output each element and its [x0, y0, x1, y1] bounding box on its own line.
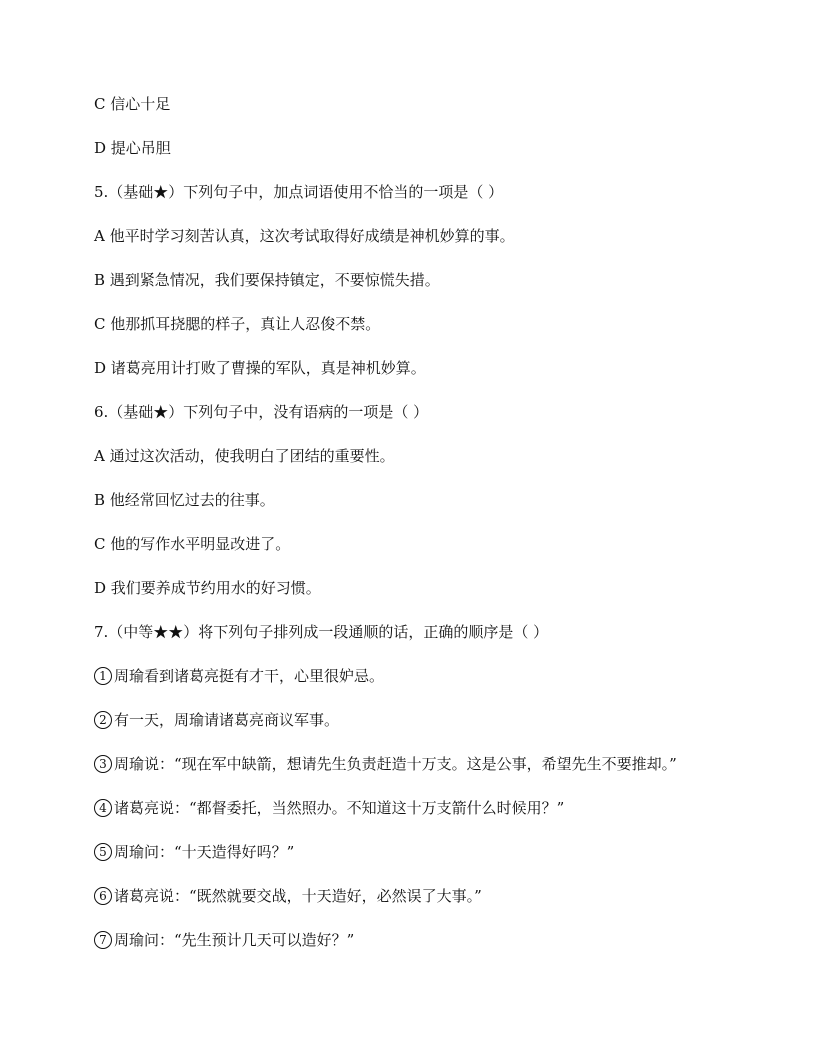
question-6: 6.（基础★）下列句子中，没有语病的一项是（ ）	[94, 403, 429, 421]
option-b-q6: B 他经常回忆过去的往事。	[94, 491, 275, 509]
option-a-q5: A 他平时学习刻苦认真，这次考试取得好成绩是神机妙算的事。	[94, 227, 515, 245]
circled-number: 3	[94, 755, 112, 773]
option-d-q5: D 诸葛亮用计打败了曹操的军队，真是神机妙算。	[94, 359, 426, 377]
sentence-text: 诸葛亮说：“都督委托，当然照办。不知道这十万支箭什么时候用？”	[114, 799, 565, 817]
circled-number: 1	[94, 667, 112, 685]
sentence-3	[94, 753, 756, 775]
sentence-1	[94, 665, 756, 687]
question-5: 5.（基础★）下列句子中，加点词语使用不恰当的一项是（ ）	[94, 183, 504, 201]
option-d-q6: D 我们要养成节约用水的好习惯。	[94, 579, 321, 597]
sentence-5	[94, 841, 756, 863]
circled-number: 6	[94, 887, 112, 905]
sentence-text: 周瑜看到诸葛亮挺有才干，心里很妒忌。	[114, 667, 385, 685]
sentence-text: 周瑜问：“先生预计几天可以造好？”	[114, 931, 355, 949]
option-a-q6: A 通过这次活动，使我明白了团结的重要性。	[94, 447, 395, 465]
sentence-text: 周瑜问：“十天造得好吗？”	[114, 843, 295, 861]
sentence-4	[94, 797, 756, 819]
sentence-text: 诸葛亮说：“既然就要交战，十天造好，必然误了大事。”	[114, 887, 482, 905]
option-c-q6: C 他的写作水平明显改进了。	[94, 535, 291, 553]
sentence-text: 周瑜说：“现在军中缺箭，想请先生负责赶造十万支。这是公事，希望先生不要推却。”	[114, 755, 677, 773]
sentence-6	[94, 885, 756, 907]
option-d-q4: D 提心吊胆	[94, 139, 171, 157]
circled-number: 5	[94, 843, 112, 861]
option-c-q5: C 他那抓耳挠腮的样子，真让人忍俊不禁。	[94, 315, 381, 333]
sentence-2	[94, 709, 756, 731]
sentence-7	[94, 929, 756, 951]
sentence-text: 有一天，周瑜请诸葛亮商议军事。	[114, 711, 340, 729]
option-c-q4: C 信心十足	[94, 95, 171, 113]
question-7: 7.（中等★★）将下列句子排列成一段通顺的话，正确的顺序是（ ）	[94, 623, 549, 641]
circled-number: 4	[94, 799, 112, 817]
circled-number: 2	[94, 711, 112, 729]
circled-number: 7	[94, 931, 112, 949]
option-b-q5: B 遇到紧急情况，我们要保持镇定，不要惊慌失措。	[94, 271, 440, 289]
